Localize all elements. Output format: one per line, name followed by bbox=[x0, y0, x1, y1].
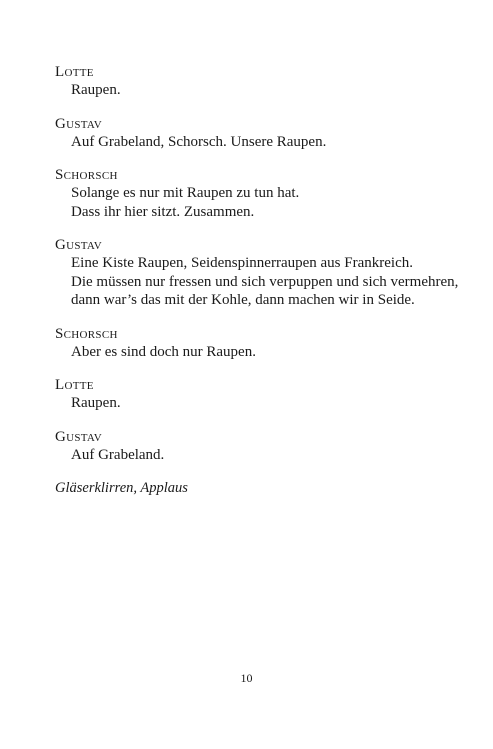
speech-block bbox=[55, 63, 465, 100]
dialogue-line: Raupen. bbox=[71, 82, 121, 98]
dialogue-line: Raupen. bbox=[71, 395, 121, 411]
speech-block bbox=[55, 325, 465, 362]
speaker-name: Gustav bbox=[55, 237, 103, 253]
speaker-name: Gustav bbox=[55, 428, 103, 445]
dialogue-line: Auf Grabeland, Schorsch. Unsere Raupen. bbox=[71, 133, 327, 150]
dialogue-line: Auf Grabeland. bbox=[71, 446, 165, 463]
dialogue-line: Aber es sind doch nur Raupen. bbox=[71, 343, 256, 360]
speech-block bbox=[55, 166, 465, 221]
speech-block bbox=[55, 115, 465, 152]
speaker-name: Schorsch bbox=[55, 325, 118, 342]
dialogue-line: Die müssen nur fressen und sich verpuppen und sich vermehren, bbox=[71, 273, 459, 290]
dialogue-line: Solange es nur mit Raupen zu tun hat. bbox=[71, 185, 300, 201]
speech-block bbox=[55, 376, 465, 413]
script-text bbox=[55, 63, 465, 497]
speech-block bbox=[55, 236, 465, 310]
speech-block bbox=[55, 428, 465, 465]
page-number: 10 bbox=[240, 671, 253, 685]
speaker-name: Lotte bbox=[55, 64, 94, 80]
speaker-name: Gustav bbox=[55, 115, 103, 132]
stage-direction: Gläserklirren, Applaus bbox=[55, 480, 188, 496]
speaker-name: Lotte bbox=[55, 377, 94, 393]
dialogue-line: dann war’s das mit der Kohle, dann machen wir in Seide. bbox=[71, 292, 415, 308]
speaker-name: Schorsch bbox=[55, 167, 118, 183]
dialogue-line: Eine Kiste Raupen, Seidenspinnerraupen aus Frankreich. bbox=[71, 255, 413, 271]
dialogue-line: Dass ihr hier sitzt. Zusammen. bbox=[71, 203, 255, 220]
